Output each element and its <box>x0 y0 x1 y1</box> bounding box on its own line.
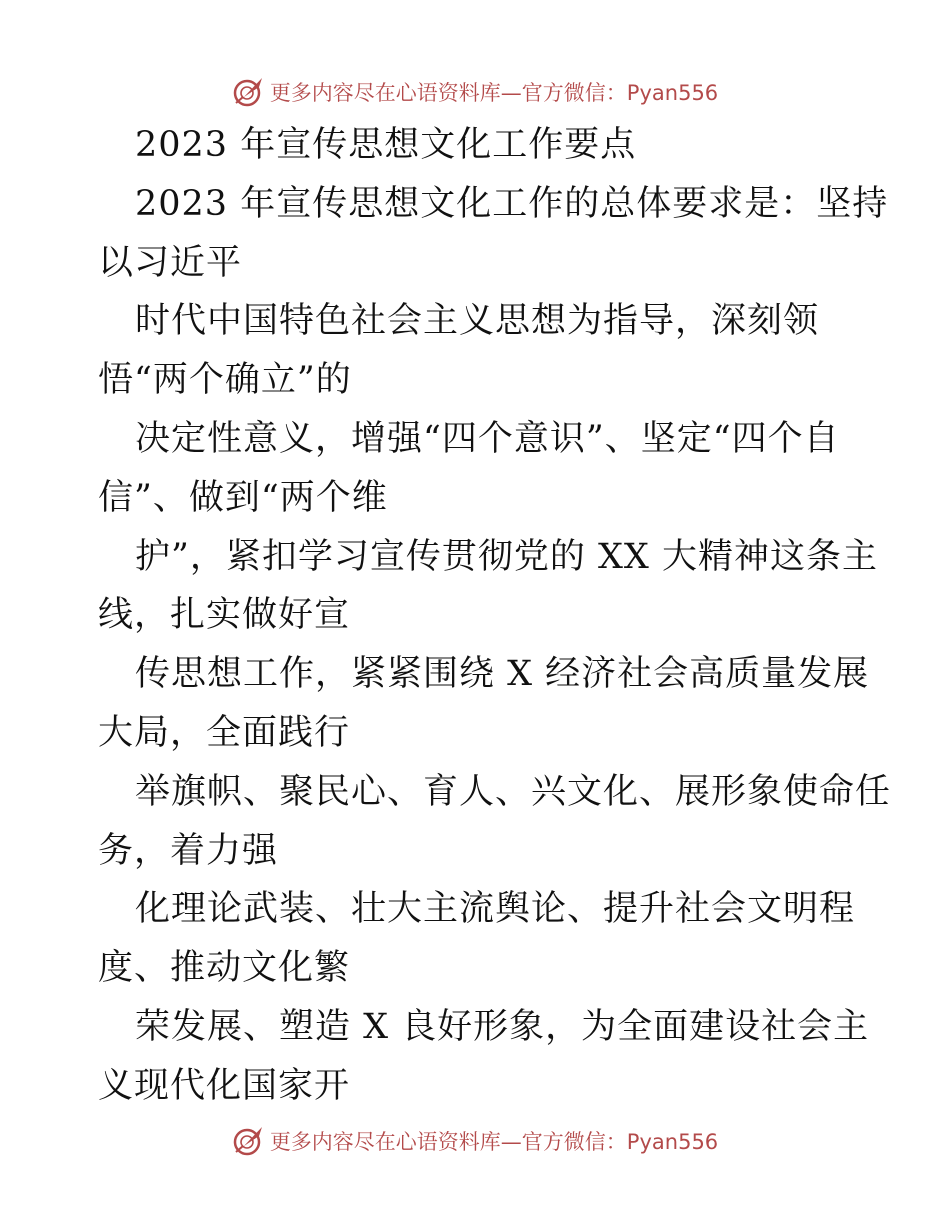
text-line: 2023 年宣传思想文化工作要点 <box>135 125 637 165</box>
text-line: 举旗帜、聚民心、育人、兴文化、展形象使命任 <box>135 771 892 812</box>
quill-pen-logo-icon <box>232 1124 266 1158</box>
text-line: 传思想工作，紧紧围绕 X 经济社会高质量发展 <box>135 654 870 695</box>
text-line: 荣发展、塑造 X 良好形象，为全面建设社会主 <box>135 1006 870 1047</box>
text-line: 时代中国特色社会主义思想为指导，深刻领 <box>135 301 820 342</box>
banner-text: 更多内容尽在心语资料库—官方微信：Pyan556 <box>269 81 719 105</box>
text-line: 化理论武装、壮大主流舆论、提升社会文明程 <box>135 889 856 930</box>
text-line: 务，着力强 <box>98 830 279 871</box>
text-line: 以习近平 <box>98 242 243 283</box>
footer-banner <box>0 1121 950 1161</box>
text-line: 信”、做到“两个维 <box>98 477 388 518</box>
text-line: 义现代化国家开 <box>98 1065 351 1106</box>
text-line: 2023 年宣传思想文化工作的总体要求是：坚持 <box>135 183 889 224</box>
text-line: 护”，紧扣学习宣传贯彻党的 XX 大精神这条主 <box>135 536 878 577</box>
banner-text: 更多内容尽在心语资料库—官方微信：Pyan556 <box>269 1130 719 1154</box>
document-body <box>98 116 892 1116</box>
text-line: 悟“两个确立”的 <box>98 360 352 401</box>
text-line: 大局，全面践行 <box>98 712 351 753</box>
text-line: 决定性意义，增强“四个意识”、坚定“四个自 <box>135 418 840 459</box>
quill-pen-logo-icon <box>232 75 266 109</box>
text-line: 线，扎实做好宣 <box>98 595 351 636</box>
header-banner <box>0 72 950 112</box>
text-line: 度、推动文化繁 <box>98 948 351 989</box>
